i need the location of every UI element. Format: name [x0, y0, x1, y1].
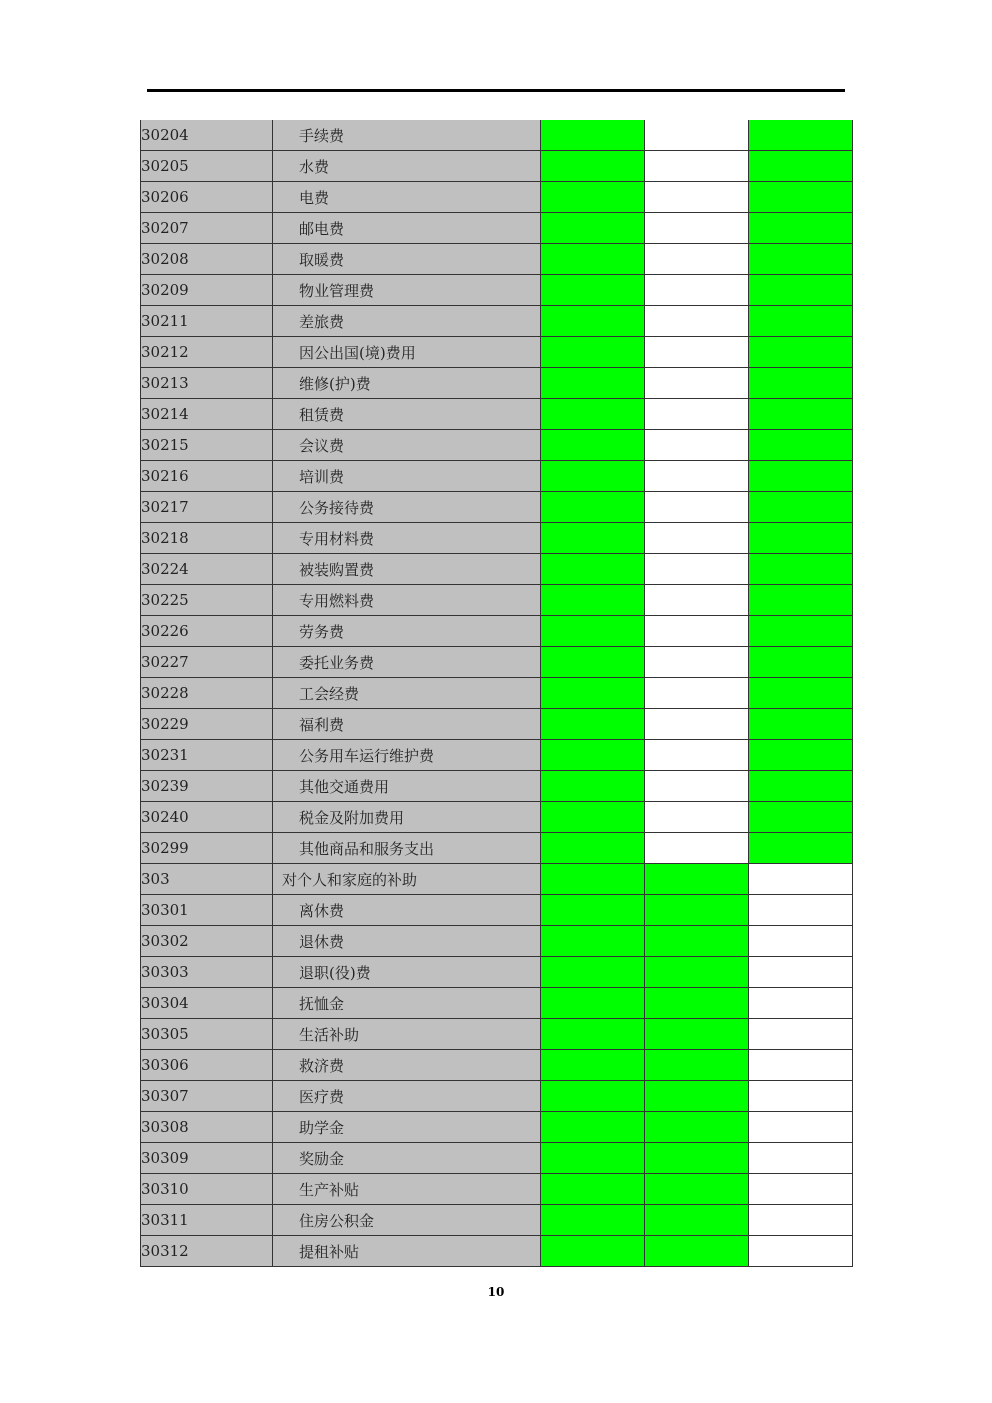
flag-cell-2: [645, 988, 749, 1019]
row-name: 手续费: [273, 120, 541, 151]
row-code: 30312: [141, 1236, 273, 1267]
table-row: [141, 616, 853, 647]
flag-cell-1: [541, 895, 645, 926]
flag-cell-2: [645, 306, 749, 337]
row-code: 30216: [141, 461, 273, 492]
row-code: 30309: [141, 1143, 273, 1174]
table-row: [141, 988, 853, 1019]
flag-cell-1: [541, 616, 645, 647]
flag-cell-2: [645, 771, 749, 802]
flag-cell-3: [749, 1050, 853, 1081]
flag-cell-2: [645, 1205, 749, 1236]
flag-cell-3: [749, 709, 853, 740]
flag-cell-2: [645, 337, 749, 368]
flag-cell-2: [645, 182, 749, 213]
flag-cell-2: [645, 492, 749, 523]
table-row: [141, 275, 853, 306]
flag-cell-3: [749, 864, 853, 895]
row-code: 30228: [141, 678, 273, 709]
flag-cell-2: [645, 864, 749, 895]
table-row: [141, 368, 853, 399]
flag-cell-3: [749, 1019, 853, 1050]
row-code: 30211: [141, 306, 273, 337]
flag-cell-2: [645, 399, 749, 430]
flag-cell-3: [749, 678, 853, 709]
flag-cell-3: [749, 492, 853, 523]
row-code: 30311: [141, 1205, 273, 1236]
table-row: [141, 833, 853, 864]
table-row: [141, 337, 853, 368]
row-name: 福利费: [273, 709, 541, 740]
row-code: 30308: [141, 1112, 273, 1143]
table-body: [141, 120, 853, 1267]
page-number: 10: [487, 1285, 505, 1299]
row-name: 邮电费: [273, 213, 541, 244]
flag-cell-1: [541, 120, 645, 151]
flag-cell-3: [749, 120, 853, 151]
flag-cell-1: [541, 1050, 645, 1081]
flag-cell-1: [541, 244, 645, 275]
flag-cell-2: [645, 585, 749, 616]
table-row: [141, 678, 853, 709]
flag-cell-1: [541, 1174, 645, 1205]
flag-cell-2: [645, 1019, 749, 1050]
table-row: [141, 430, 853, 461]
table-row: [141, 120, 853, 151]
flag-cell-3: [749, 368, 853, 399]
row-code: 30215: [141, 430, 273, 461]
table-row: [141, 461, 853, 492]
row-name: 委托业务费: [273, 647, 541, 678]
row-code: 30225: [141, 585, 273, 616]
flag-cell-1: [541, 709, 645, 740]
table-row: [141, 957, 853, 988]
flag-cell-3: [749, 1236, 853, 1267]
row-code: 30204: [141, 120, 273, 151]
flag-cell-1: [541, 988, 645, 1019]
row-code: 30310: [141, 1174, 273, 1205]
flag-cell-2: [645, 213, 749, 244]
flag-cell-3: [749, 523, 853, 554]
flag-cell-1: [541, 182, 645, 213]
flag-cell-3: [749, 988, 853, 1019]
flag-cell-1: [541, 926, 645, 957]
flag-cell-1: [541, 771, 645, 802]
flag-cell-3: [749, 585, 853, 616]
flag-cell-2: [645, 151, 749, 182]
flag-cell-3: [749, 616, 853, 647]
flag-cell-1: [541, 1112, 645, 1143]
row-code: 30299: [141, 833, 273, 864]
row-code: 30302: [141, 926, 273, 957]
row-name: 专用材料费: [273, 523, 541, 554]
flag-cell-2: [645, 120, 749, 151]
row-name: 被装购置费: [273, 554, 541, 585]
flag-cell-2: [645, 895, 749, 926]
row-code: 30213: [141, 368, 273, 399]
flag-cell-2: [645, 802, 749, 833]
row-name: 退休费: [273, 926, 541, 957]
table-row: [141, 740, 853, 771]
flag-cell-1: [541, 492, 645, 523]
row-code: 30212: [141, 337, 273, 368]
flag-cell-1: [541, 802, 645, 833]
row-name: 其他交通费用: [273, 771, 541, 802]
row-code: 30307: [141, 1081, 273, 1112]
flag-cell-1: [541, 1143, 645, 1174]
table-row: [141, 1050, 853, 1081]
row-name: 生产补贴: [273, 1174, 541, 1205]
flag-cell-2: [645, 833, 749, 864]
table-row: [141, 1205, 853, 1236]
row-code: 30231: [141, 740, 273, 771]
table-row: [141, 1174, 853, 1205]
row-name: 电费: [273, 182, 541, 213]
row-name: 差旅费: [273, 306, 541, 337]
flag-cell-2: [645, 709, 749, 740]
row-name: 住房公积金: [273, 1205, 541, 1236]
row-name: 离休费: [273, 895, 541, 926]
flag-cell-1: [541, 864, 645, 895]
flag-cell-3: [749, 895, 853, 926]
flag-cell-2: [645, 1236, 749, 1267]
flag-cell-2: [645, 1081, 749, 1112]
row-name: 维修(护)费: [273, 368, 541, 399]
row-name: 提租补贴: [273, 1236, 541, 1267]
flag-cell-1: [541, 151, 645, 182]
flag-cell-1: [541, 213, 645, 244]
row-code: 30214: [141, 399, 273, 430]
flag-cell-2: [645, 244, 749, 275]
flag-cell-3: [749, 337, 853, 368]
row-name: 租赁费: [273, 399, 541, 430]
flag-cell-3: [749, 461, 853, 492]
row-name: 公务接待费: [273, 492, 541, 523]
table-row: [141, 399, 853, 430]
row-name: 助学金: [273, 1112, 541, 1143]
flag-cell-2: [645, 1112, 749, 1143]
row-code: 30226: [141, 616, 273, 647]
table-row: [141, 213, 853, 244]
row-code: 30301: [141, 895, 273, 926]
row-name: 生活补助: [273, 1019, 541, 1050]
row-name: 对个人和家庭的补助: [273, 864, 541, 895]
row-name: 退职(役)费: [273, 957, 541, 988]
table-row: [141, 151, 853, 182]
row-name: 劳务费: [273, 616, 541, 647]
table-row: [141, 182, 853, 213]
flag-cell-2: [645, 1174, 749, 1205]
row-name: 培训费: [273, 461, 541, 492]
flag-cell-1: [541, 678, 645, 709]
row-code: 30303: [141, 957, 273, 988]
flag-cell-3: [749, 554, 853, 585]
row-code: 30240: [141, 802, 273, 833]
flag-cell-3: [749, 151, 853, 182]
table-row: [141, 1081, 853, 1112]
flag-cell-1: [541, 306, 645, 337]
table-row: [141, 585, 853, 616]
flag-cell-2: [645, 430, 749, 461]
row-code: 30218: [141, 523, 273, 554]
row-name: 抚恤金: [273, 988, 541, 1019]
flag-cell-2: [645, 523, 749, 554]
flag-cell-1: [541, 1205, 645, 1236]
table-row: [141, 1112, 853, 1143]
flag-cell-1: [541, 399, 645, 430]
row-code: 30305: [141, 1019, 273, 1050]
table-row: [141, 1143, 853, 1174]
flag-cell-1: [541, 554, 645, 585]
row-name: 物业管理费: [273, 275, 541, 306]
flag-cell-2: [645, 647, 749, 678]
flag-cell-1: [541, 337, 645, 368]
flag-cell-2: [645, 554, 749, 585]
table-row: [141, 306, 853, 337]
table-row: [141, 895, 853, 926]
flag-cell-1: [541, 523, 645, 554]
flag-cell-3: [749, 771, 853, 802]
row-name: 因公出国(境)费用: [273, 337, 541, 368]
row-name: 奖励金: [273, 1143, 541, 1174]
row-name: 工会经费: [273, 678, 541, 709]
row-name: 医疗费: [273, 1081, 541, 1112]
row-code: 30209: [141, 275, 273, 306]
flag-cell-2: [645, 740, 749, 771]
flag-cell-3: [749, 182, 853, 213]
table-row: [141, 523, 853, 554]
flag-cell-3: [749, 1112, 853, 1143]
row-code: 30224: [141, 554, 273, 585]
flag-cell-3: [749, 244, 853, 275]
row-name: 会议费: [273, 430, 541, 461]
row-code: 30205: [141, 151, 273, 182]
flag-cell-2: [645, 957, 749, 988]
row-name: 专用燃料费: [273, 585, 541, 616]
row-name: 税金及附加费用: [273, 802, 541, 833]
flag-cell-3: [749, 213, 853, 244]
flag-cell-3: [749, 1205, 853, 1236]
row-name: 取暖费: [273, 244, 541, 275]
row-code: 30208: [141, 244, 273, 275]
flag-cell-2: [645, 678, 749, 709]
flag-cell-2: [645, 926, 749, 957]
flag-cell-3: [749, 1081, 853, 1112]
flag-cell-1: [541, 647, 645, 678]
flag-cell-1: [541, 461, 645, 492]
table-row: [141, 554, 853, 585]
header-rule: [147, 89, 845, 92]
flag-cell-3: [749, 740, 853, 771]
table-row: [141, 1236, 853, 1267]
table-row: [141, 647, 853, 678]
table-row: [141, 771, 853, 802]
flag-cell-2: [645, 461, 749, 492]
table-row: [141, 1019, 853, 1050]
flag-cell-2: [645, 368, 749, 399]
flag-cell-1: [541, 430, 645, 461]
table-row: [141, 492, 853, 523]
flag-cell-3: [749, 1143, 853, 1174]
flag-cell-1: [541, 1019, 645, 1050]
row-name: 其他商品和服务支出: [273, 833, 541, 864]
flag-cell-3: [749, 275, 853, 306]
flag-cell-2: [645, 1143, 749, 1174]
flag-cell-2: [645, 1050, 749, 1081]
table-row: [141, 926, 853, 957]
table-row: [141, 802, 853, 833]
row-code: 30239: [141, 771, 273, 802]
row-code: 30227: [141, 647, 273, 678]
row-name: 水费: [273, 151, 541, 182]
flag-cell-3: [749, 306, 853, 337]
flag-cell-1: [541, 833, 645, 864]
flag-cell-3: [749, 833, 853, 864]
flag-cell-2: [645, 616, 749, 647]
flag-cell-3: [749, 430, 853, 461]
flag-cell-3: [749, 399, 853, 430]
flag-cell-1: [541, 275, 645, 306]
table-row: [141, 244, 853, 275]
flag-cell-3: [749, 926, 853, 957]
row-code: 303: [141, 864, 273, 895]
row-name: 救济费: [273, 1050, 541, 1081]
flag-cell-3: [749, 957, 853, 988]
flag-cell-3: [749, 647, 853, 678]
flag-cell-1: [541, 1081, 645, 1112]
flag-cell-1: [541, 368, 645, 399]
row-code: 30207: [141, 213, 273, 244]
expense-classification-table: [140, 120, 853, 1267]
flag-cell-1: [541, 1236, 645, 1267]
row-name: 公务用车运行维护费: [273, 740, 541, 771]
row-code: 30306: [141, 1050, 273, 1081]
flag-cell-3: [749, 802, 853, 833]
row-code: 30206: [141, 182, 273, 213]
flag-cell-1: [541, 585, 645, 616]
flag-cell-1: [541, 740, 645, 771]
table-row: [141, 709, 853, 740]
flag-cell-1: [541, 957, 645, 988]
row-code: 30217: [141, 492, 273, 523]
row-code: 30304: [141, 988, 273, 1019]
table-row: [141, 864, 853, 895]
flag-cell-3: [749, 1174, 853, 1205]
flag-cell-2: [645, 275, 749, 306]
row-code: 30229: [141, 709, 273, 740]
